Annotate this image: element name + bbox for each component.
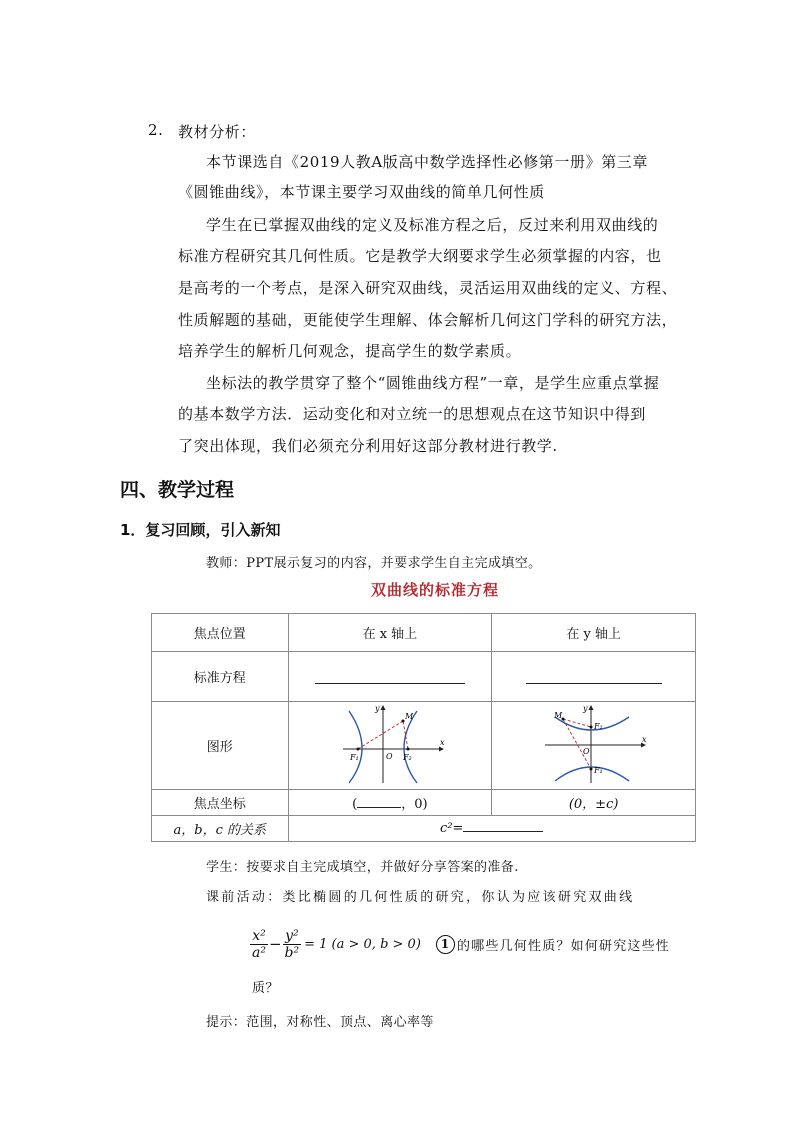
x-axis-label: x xyxy=(641,734,647,744)
paragraph-3-line-2: 的基本数学方法．运动变化和对立统一的思想观点在这节知识中得到 xyxy=(178,405,647,423)
label-graph: 图形 xyxy=(152,702,289,790)
hyperbola-right-branch xyxy=(404,711,417,783)
table-title: 双曲线的标准方程 xyxy=(371,581,500,599)
focus-f1-dot xyxy=(356,747,359,750)
paragraph-2-line-2: 标准方程研究其几何性质。它是教学大纲要求学生必须掌握的内容，也 xyxy=(178,247,662,265)
paragraph-2-line-4: 性质解题的基础，更能使学生理解、体会解析几何这门学科的研究方法， xyxy=(178,311,678,329)
point-m-label: M xyxy=(404,711,414,721)
pre-class-activity: 课前活动：类比椭圆的几何性质的研究，你认为应该研究双曲线 xyxy=(206,890,635,905)
hyperbola-x-graph xyxy=(335,703,445,785)
student-instruction: 学生：按要求自主完成填空，并做好分享答案的准备. xyxy=(206,860,519,875)
focus-f2-label: F₂ xyxy=(402,752,412,762)
question-tail: 的哪些几何性质？如何研究这些性 xyxy=(457,939,671,954)
header-focus-position: 焦点位置 xyxy=(152,614,289,652)
hyperbola-equation-table xyxy=(151,613,696,842)
focus-f1-label: F₁ xyxy=(593,765,603,775)
table-row-focus-coords xyxy=(152,790,696,816)
fraction-y-numerator: y² xyxy=(283,928,302,945)
teacher-instruction: 教师：PPT展示复习的内容，并要求学生自主完成填空。 xyxy=(206,556,542,571)
y-axis-label: y xyxy=(374,703,380,713)
label-abc-relation: a，b，c 的关系 xyxy=(152,816,289,842)
circled-number: 1 xyxy=(436,935,455,954)
focus-f2-label: F₂ xyxy=(593,721,603,731)
origin-label: O xyxy=(385,751,393,761)
y-axis-arrow xyxy=(380,705,385,710)
table-header-row xyxy=(152,614,696,652)
paragraph-2-line-3: 是高考的一个考点，是深入研究双曲线，灵活运用双曲线的定义、方程、 xyxy=(178,279,678,297)
focus-f1-dot xyxy=(589,767,592,770)
minus-sign: − xyxy=(268,935,282,953)
header-y-axis: 在 y 轴上 xyxy=(492,614,696,652)
hint: 提示：范围，对称性、顶点、离心率等 xyxy=(206,1015,434,1030)
x-axis-label: x xyxy=(439,737,445,747)
focal-line-1 xyxy=(358,721,403,749)
hyperbola-y-graph xyxy=(539,703,649,785)
table-row-standard-equation xyxy=(152,652,696,702)
label-standard-equation: 标准方程 xyxy=(152,652,289,702)
fraction-y xyxy=(283,928,302,961)
hyperbola-left-branch xyxy=(349,711,362,783)
question-end: 质？ xyxy=(252,981,279,996)
abc-relation-cell xyxy=(288,816,696,842)
abc-formula: c²= xyxy=(440,821,464,836)
label-focus-coords: 焦点坐标 xyxy=(152,790,289,816)
blank-abc[interactable] xyxy=(463,831,543,832)
paragraph-2-line-1: 学生在已掌握双曲线的定义及标准方程之后，反过来利用双曲线的 xyxy=(206,216,659,234)
fraction-y-denominator: b² xyxy=(284,944,300,961)
origin-label: O xyxy=(582,746,590,756)
fraction-x-denominator: a² xyxy=(252,944,266,961)
point-m-label: M xyxy=(553,710,562,720)
focus-coords-x xyxy=(288,790,492,816)
focus-f2-dot xyxy=(589,725,592,728)
blank-equation-x[interactable] xyxy=(288,652,492,702)
y-axis-arrow xyxy=(588,705,593,710)
analysis-number: 2. xyxy=(148,121,164,139)
table-row-graph xyxy=(152,702,696,790)
focus-x-open: ( xyxy=(352,797,358,812)
blank-focus-x[interactable] xyxy=(357,807,401,808)
paragraph-1-line-1: 本节课选自《2019人教A版高中数学选择性必修第一册》第三章 xyxy=(206,153,649,171)
fraction-x-numerator: x² xyxy=(250,928,268,945)
section-4-title: 四、教学过程 xyxy=(120,479,235,501)
paragraph-3-line-1: 坐标法的教学贯穿了整个“圆锥曲线方程”一章，是学生应重点掌握 xyxy=(206,374,660,392)
focus-f1-label: F₁ xyxy=(349,752,359,762)
focus-x-close: ，0) xyxy=(401,797,428,812)
y-axis-label: y xyxy=(582,703,588,713)
paragraph-2-line-5: 培养学生的解析几何观念，提高学生的数学素质。 xyxy=(178,342,522,360)
header-x-axis: 在 x 轴上 xyxy=(288,614,492,652)
paragraph-1-line-2: 《圆锥曲线》，本节课主要学习双曲线的简单几何性质 xyxy=(178,183,545,201)
focus-f2-dot xyxy=(406,747,409,750)
fraction-x xyxy=(250,928,268,961)
hyperbola-equation xyxy=(250,920,421,968)
table-row-abc-relation xyxy=(152,816,696,842)
paragraph-3-line-3: 了突出体现，我们必须充分利用好这部分教材进行教学. xyxy=(178,437,558,455)
graph-cell-y xyxy=(492,702,696,790)
analysis-heading: 教材分析： xyxy=(178,123,257,141)
x-axis-arrow xyxy=(439,746,444,751)
equation-rest: = 1 (a > 0, b > 0) xyxy=(304,936,421,952)
blank-equation-y[interactable] xyxy=(492,652,696,702)
focus-coords-y: (0，±c) xyxy=(492,790,696,816)
graph-cell-x xyxy=(288,702,492,790)
step-1-title: 1．复习回顾，引入新知 xyxy=(120,521,281,539)
focal-line-2 xyxy=(563,719,591,769)
question-line xyxy=(436,935,670,954)
